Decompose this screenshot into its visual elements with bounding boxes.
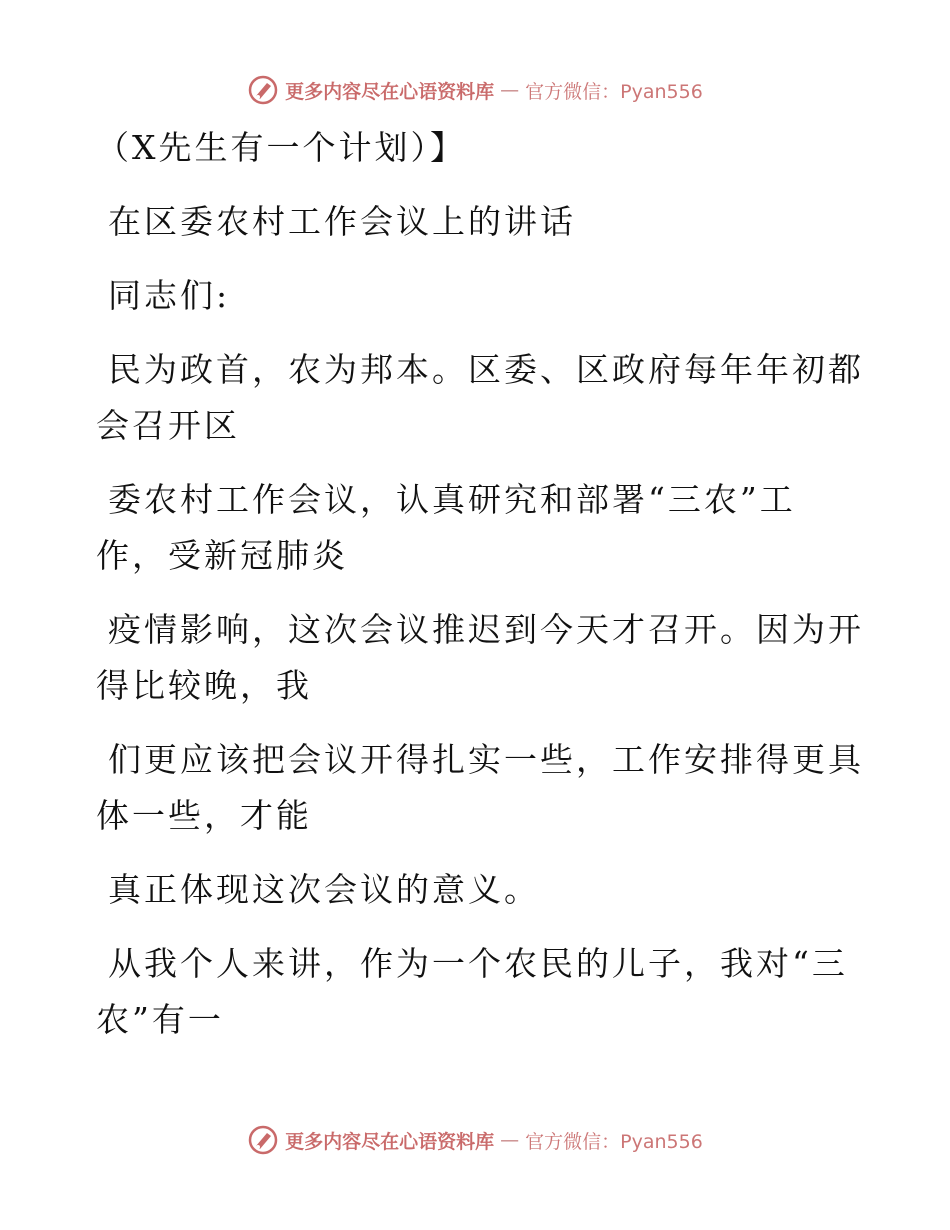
paragraph-continuation: 农”有一: [96, 1000, 224, 1039]
footer-watermark: [0, 1120, 950, 1160]
paragraph: [96, 732, 864, 844]
watermark-wechat: 官方微信：Pyan556: [525, 80, 703, 103]
paragraph-line: 从我个人来讲，作为一个农民的儿子，我对“三: [108, 944, 848, 983]
paragraph: [96, 862, 836, 918]
paragraph: [96, 936, 848, 1048]
document-body: [96, 120, 864, 1048]
paragraph-line: 同志们:: [108, 276, 231, 315]
paragraph: [96, 602, 864, 714]
paragraph-line: 民为政首，农为邦本。区委、区政府每年年初都: [108, 350, 864, 389]
plan-note: [96, 120, 836, 176]
pen-seal-icon: [247, 74, 279, 106]
paragraph-continuation: 得比较晚，我: [96, 666, 312, 705]
paragraph-line: 疫情影响，这次会议推迟到今天才召开。因为开: [108, 610, 864, 649]
paragraph-line: 在区委农村工作会议上的讲话: [108, 202, 576, 241]
paragraph-line: （X先生有一个计划）】: [96, 128, 466, 167]
salutation: [96, 268, 836, 324]
watermark-site-name: 更多内容尽在心语资料库: [285, 80, 495, 103]
paragraph-line: 委农村工作会议，认真研究和部署“三农”工: [108, 480, 796, 519]
paragraph-continuation: 体一些，才能: [96, 796, 312, 835]
watermark-site-name: 更多内容尽在心语资料库: [285, 1130, 495, 1153]
speech-title: [96, 194, 836, 250]
watermark-wechat: 官方微信：Pyan556: [525, 1130, 703, 1153]
paragraph-line: 们更应该把会议开得扎实一些，工作安排得更具: [108, 740, 864, 779]
header-watermark: [0, 70, 950, 110]
paragraph: [96, 472, 836, 584]
paragraph-line: 真正体现这次会议的意义。: [108, 870, 540, 909]
watermark-dash: —: [500, 79, 520, 101]
watermark-dash: —: [500, 1129, 520, 1151]
paragraph: [96, 342, 864, 454]
pen-seal-icon: [247, 1124, 279, 1156]
paragraph-continuation: 作，受新冠肺炎: [96, 536, 348, 575]
paragraph-continuation: 会召开区: [96, 406, 240, 445]
